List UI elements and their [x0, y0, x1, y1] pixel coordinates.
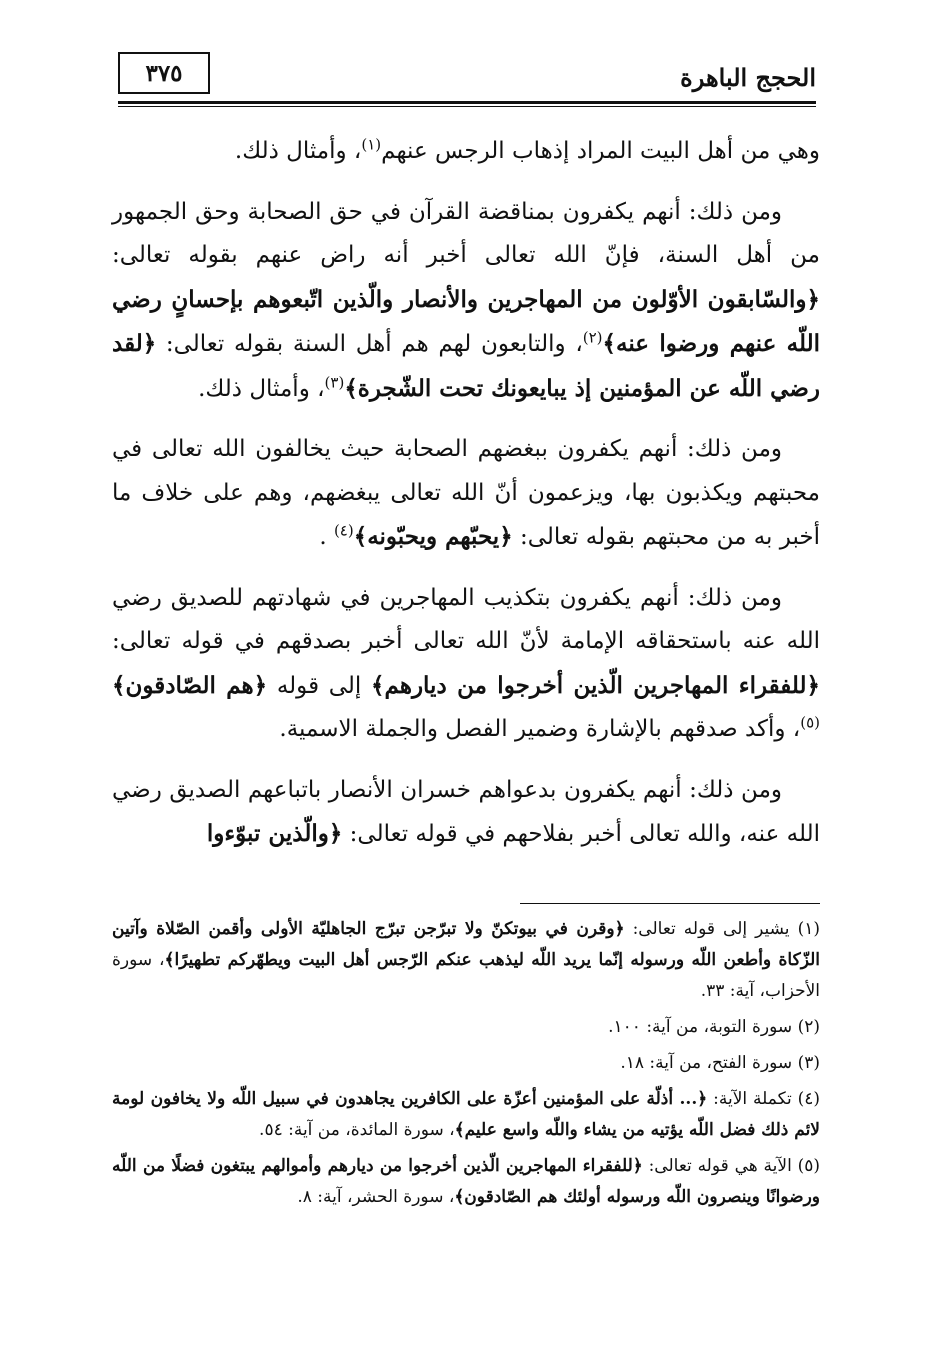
paragraph-text: ومن ذلك: أنهم يكفرون بدعواهم خسران الأنصار باتباعهم الصديق رضي الله عنه، والله تعالى أخبر بفلاحهم في قوله تعالى: — [112, 776, 820, 847]
footnote-ref-3: (٣) — [324, 372, 345, 391]
header-rule-thin — [118, 106, 816, 107]
paragraph-5 — [112, 769, 820, 857]
paragraph-4 — [112, 577, 820, 752]
quran-verse: ﴿لقد رضي اللّه عن المؤمنين إذ يبايعونك تحت الشّجرة﴾ — [112, 330, 820, 402]
paragraph-text: وهي من أهل البيت المراد إذهاب الرجس عنهم — [381, 138, 820, 164]
paragraph-text: ، والتابعون لهم هم أهل السنة بقوله تعالى: — [165, 331, 583, 357]
footnote-text: ، سورة الحشر، آية: ٨. — [297, 1187, 455, 1207]
running-title: الحجج الباهرة — [680, 63, 816, 92]
paragraph-1 — [112, 130, 820, 174]
paragraph-text: ، وأمثال ذلك. — [234, 138, 362, 164]
footnote-text: ، سورة الأحزاب، آية: ٣٣. — [112, 950, 820, 1001]
paragraph-2 — [112, 191, 820, 412]
paragraph-text: إلى قوله — [276, 672, 362, 699]
footnote-5 — [112, 1151, 820, 1213]
paragraph-text: ، وأمثال ذلك. — [198, 375, 325, 402]
paragraph-3 — [112, 428, 820, 560]
paragraph-text: ، وأكد صدقهم بالإشارة وضمير الفصل والجملة الاسمية. — [279, 716, 801, 742]
quran-verse: ﴿للفقراء المهاجرين الّذين أخرجوا من ديارهم﴾ — [371, 671, 821, 699]
footnote-text: ، سورة المائدة، من آية: ٥٤. — [259, 1120, 455, 1140]
footnote-text: (٥) الآية هي قوله تعالى: — [648, 1156, 821, 1176]
footnote-ref-5: (٥) — [800, 713, 820, 732]
footnotes — [112, 914, 820, 1218]
footnote-2: (٢) سورة التوبة، من آية: ١٠٠. — [608, 1017, 820, 1037]
footnote-3: (٣) سورة الفتح، من آية: ١٨. — [620, 1053, 820, 1073]
main-text — [112, 130, 820, 874]
quran-verse: ﴿يحبّهم ويحبّونه﴾ — [353, 523, 513, 550]
quran-verse: ﴿والسّابقون الأوّلون من المهاجرين والأنصار والّذين اتّبعوهم بإحسانٍ رضي اللّه عنهم ورضوا عنه﴾ — [112, 285, 820, 357]
footnote-1 — [112, 914, 820, 1007]
paragraph-text: . — [319, 524, 327, 550]
footnote-4 — [112, 1084, 820, 1146]
footnote-ref-4: (٤) — [333, 521, 354, 540]
footnote-separator — [520, 903, 820, 904]
page-number: ٣٧٥ — [145, 59, 183, 87]
paragraph-text: ومن ذلك: أنهم يكفرون ببغضهم الصحابة حيث يخالفون الله تعالى في محبتهم ويكذبون بها، ويزعمون أنّ الله تعالى يبغضهم، وهم على خلاف ما أخبر به من محبتهم بقوله تعالى: — [112, 436, 820, 550]
paragraph-text: ومن ذلك: أنهم يكفرون بمناقضة القرآن في حق الصحابة وحق الجمهور من أهل السنة، فإنّ الله تعالى أخبر أنه راض عنهم بقوله تعالى: — [112, 198, 820, 268]
page-number-box — [118, 52, 210, 94]
quran-verse: ﴿هم الصّادقون﴾ — [112, 671, 268, 699]
footnote-quran: ﴿للفقراء المهاجرين الّذين أخرجوا من ديارهم وأموالهم يبتغون فضلًا من اللّه ورضوانًا وينصرون اللّه ورسوله أولئك هم الصّادقون﴾ — [112, 1156, 820, 1207]
footnote-quran: ﴿... أذلّة على المؤمنين أعزّة على الكافرين يجاهدون في سبيل اللّه ولا يخافون لومة لائم ذلك فضل اللّه يؤتيه من يشاء واللّه واسع عليم﴾ — [112, 1089, 820, 1140]
header-rule — [118, 101, 816, 104]
footnote-ref-2: (٢) — [582, 328, 603, 347]
footnote-ref-1: (١) — [361, 135, 382, 154]
paragraph-text: ومن ذلك: أنهم يكفرون بتكذيب المهاجرين في شهادتهم للصديق رضي الله عنه باستحقاقه الإمامة لأنّ الله تعالى أخبر بصدقهم في قوله تعالى: — [112, 584, 820, 654]
footnote-text: (١) يشير إلى قوله تعالى: — [632, 919, 820, 939]
footnote-quran: ﴿وقرن في بيوتكنّ ولا تبرّجن تبرّج الجاهليّة الأولى وأقمن الصّلاة وآتين الزّكاة وأطعن اللّه ورسوله إنّما يريد اللّه ليذهب عنكم الرّجس أهل البيت ويطهّركم تطهيرًا﴾ — [112, 919, 820, 970]
footnote-text: (٤) تكملة الآية: — [713, 1089, 821, 1109]
quran-verse: ﴿والّذين تبوّءوا — [206, 820, 343, 847]
page-header — [118, 52, 816, 98]
